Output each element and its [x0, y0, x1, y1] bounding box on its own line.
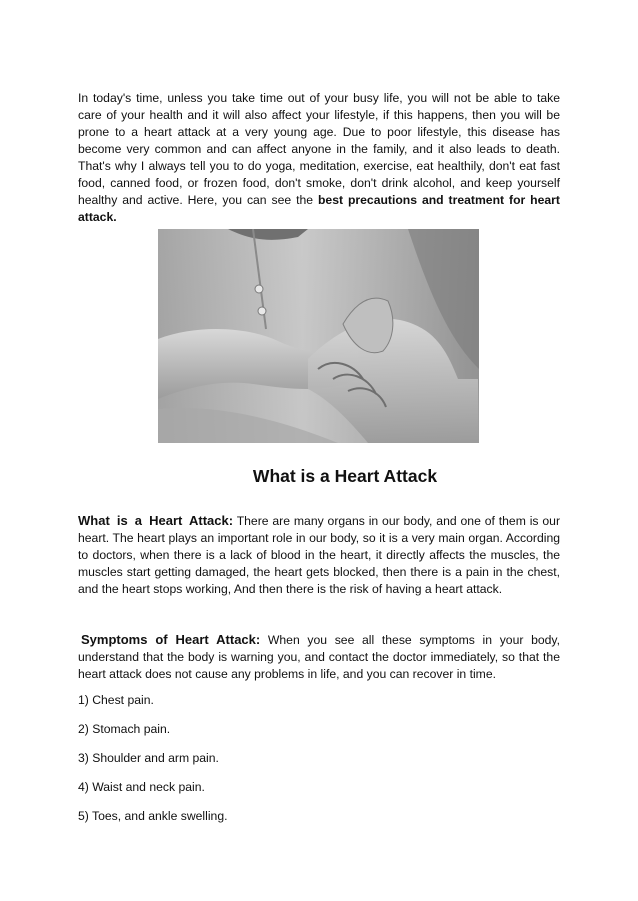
- list-item: 4) Waist and neck pain.: [78, 780, 205, 794]
- list-item: 5) Toes, and ankle swelling.: [78, 809, 228, 823]
- symptoms-list: [78, 692, 560, 837]
- chest-pain-photo: [158, 229, 479, 443]
- what-text: There are many organs in our body, and one of them is our heart. The heart plays an important role in our body, so it is a very main organ. According to doctors, when there is a lack of blood in the heart, it directly affects the muscles, the muscles start getting damaged, the heart gets blocked, then there is a pain in the chest, and the heart stops working, And then there is the risk of having a heart attack.: [78, 514, 561, 596]
- symptoms-paragraph: [78, 631, 560, 683]
- list-item: 1) Chest pain.: [78, 693, 154, 707]
- intro-bold-text: best precautions and treatment for heart attack.: [78, 193, 560, 224]
- symptoms-lead: Symptoms of Heart Attack:: [81, 632, 261, 647]
- list-item: 2) Stomach pain.: [78, 722, 171, 736]
- what-lead: What is a Heart Attack:: [78, 513, 234, 528]
- symptoms-text: When you see all these symptoms in your body, understand that the body is warning you, and contact the doctor immediately, so that the heart attack does not cause any problems in life, and you can recover in time.: [78, 633, 560, 681]
- list-item: 3) Shoulder and arm pain.: [78, 751, 219, 765]
- chest-pain-illustration: [158, 229, 479, 443]
- intro-text: In today's time, unless you take time out of your busy life, you will not be able to take care of your health and it will also affect your lifestyle, if this happens, then you will be prone to a heart attack at a very young age. Due to poor lifestyle, this disease has become very common and can affect anyone in the family, and it also leads to death. That's why I always tell you to do yoga, meditation, exercise, eat healthily, don't eat fast food, canned food, or frozen food, don't smoke, don't drink alcohol, and keep yourself healthy and active. Here, you can see the: [78, 91, 560, 207]
- intro-paragraph: [78, 90, 560, 226]
- section-heading: What is a Heart Attack: [252, 466, 438, 486]
- what-is-heart-attack-paragraph: [78, 512, 560, 598]
